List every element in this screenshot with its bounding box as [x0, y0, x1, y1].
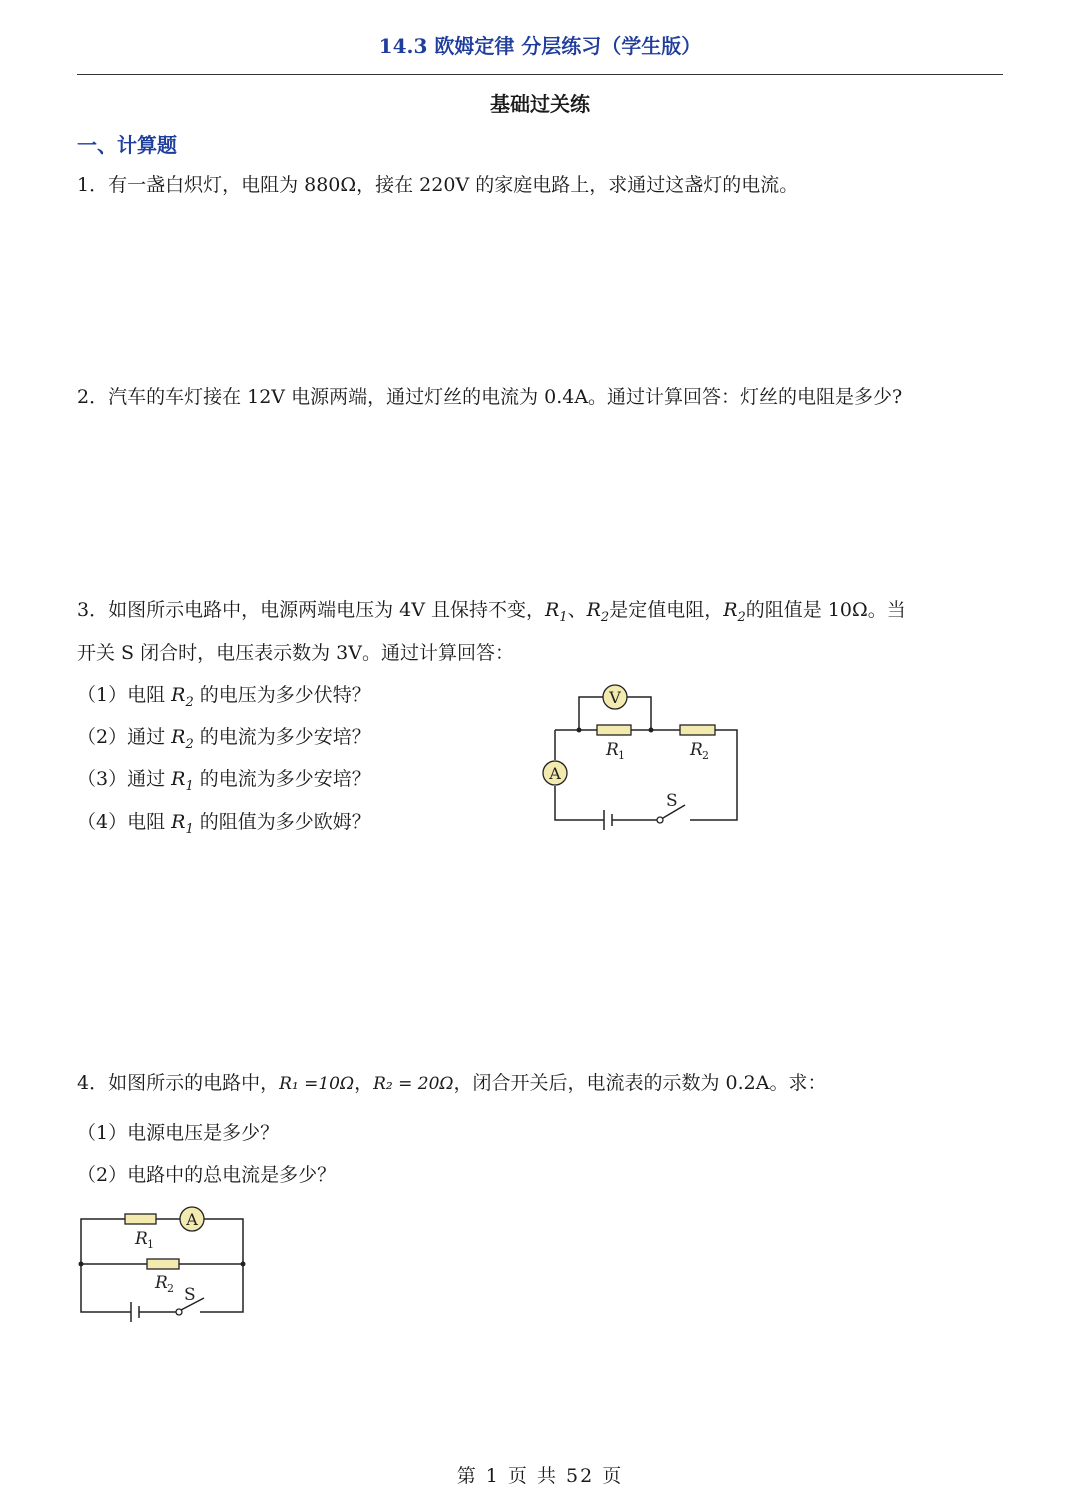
- q3-resistor-r1: [597, 725, 631, 735]
- q4-r1-label-sub: 1: [147, 1238, 154, 1251]
- q3-r1-label-sub: 1: [618, 749, 625, 762]
- q4-sub-2: （2）电路中的总电流是多少？: [77, 1164, 337, 1186]
- q3-sub-3-var: R: [171, 768, 186, 790]
- section-heading: 一、计算题: [77, 133, 177, 157]
- q3-sub-2: [77, 725, 371, 757]
- q3-r2-label-sub: 2: [702, 749, 709, 762]
- q3-sub-2-var-sub: 2: [185, 736, 194, 752]
- q4-wire-left: [81, 1219, 131, 1312]
- q3-sub-2-post: 的电流为多少安培？: [193, 726, 371, 748]
- q3-var-r1-sub: 1: [559, 609, 568, 625]
- q3-var-r2-sub: 2: [600, 609, 610, 625]
- question-1: 1．有一盏白炽灯，电阻为 880Ω，接在 220V 的家庭电路上，求通过这盏灯的电流。: [77, 174, 799, 196]
- q3-sep: 、: [567, 599, 587, 621]
- page-title: 14.3 欧姆定律 分层练习（学生版）: [378, 34, 702, 58]
- q4-junction-right: [241, 1262, 246, 1267]
- q3-var-r1: R: [544, 599, 560, 621]
- q3-sub-2-pre: （2）通过: [77, 726, 172, 748]
- question-4-line-1: [77, 1071, 827, 1096]
- q3-ammeter-label: A: [549, 764, 561, 783]
- q3-switch-contact: [657, 817, 663, 823]
- q3-text-a: 3．如图所示电路中，电源两端电压为 4V 且保持不变，: [77, 599, 545, 621]
- q3-sub-1-pre: （1）电阻: [77, 684, 172, 706]
- header-rule: [77, 74, 1003, 75]
- q3-junction-left: [577, 728, 582, 733]
- q3-sub-2-var: R: [171, 726, 186, 748]
- q4-text-a: 4．如图所示的电路中，: [77, 1072, 280, 1094]
- q3-sub-4-post: 的阻值为多少欧姆？: [193, 811, 371, 833]
- q4-resistor-r1: [125, 1214, 156, 1224]
- q3-var-r2: R: [586, 599, 601, 621]
- q4-wire-right: [200, 1219, 243, 1312]
- q3-switch-label: S: [666, 791, 678, 811]
- q4-circuit-diagram: [70, 1200, 260, 1340]
- q3-sub-3-var-sub: 1: [185, 778, 194, 794]
- q3-sub-1: [77, 683, 371, 715]
- q3-resistor-r2: [680, 725, 715, 735]
- q3-text-b: 是定值电阻，: [609, 599, 724, 621]
- q3-sub-3: [77, 767, 371, 799]
- q3-wire-left-bottom: [555, 786, 604, 820]
- q4-sub-1: （1）电源电压是多少？: [77, 1122, 280, 1144]
- q4-text-b: ，闭合开关后，电流表的示数为 0.2A。求：: [453, 1072, 827, 1094]
- q3-sub-3-pre: （3）通过: [77, 768, 172, 790]
- q4-r2-label: R: [155, 1273, 168, 1293]
- q4-comma: ，: [354, 1072, 374, 1094]
- q3-sub-4: [77, 810, 371, 842]
- q3-var-r2b-sub: 2: [737, 609, 746, 625]
- q3-sub-1-var-sub: 2: [185, 694, 194, 710]
- section-subtitle: 基础过关练: [490, 92, 590, 116]
- q4-eq-r2: R₂ = 20Ω: [373, 1074, 454, 1094]
- q3-var-r2b: R: [723, 599, 738, 621]
- q3-r2-label: R: [690, 740, 703, 760]
- q3-circuit-diagram: [530, 676, 760, 836]
- q4-eq-r1: R₁ =10Ω: [279, 1074, 355, 1094]
- q3-sub-4-pre: （4）电阻: [77, 811, 172, 833]
- q3-sub-3-post: 的电流为多少安培？: [193, 768, 371, 790]
- q3-sub-4-var-sub: 1: [185, 821, 194, 837]
- q4-r2-label-sub: 2: [167, 1282, 174, 1295]
- q3-text-c: 的阻值是 10Ω。当: [745, 599, 906, 621]
- q3-sub-4-var: R: [171, 811, 186, 833]
- question-3-line-1: [77, 598, 906, 630]
- q3-junction-right: [649, 728, 654, 733]
- q4-ammeter-label: A: [186, 1210, 198, 1229]
- page-footer: 第 1 页 共 52 页: [456, 1465, 624, 1487]
- question-2: 2．汽车的车灯接在 12V 电源两端，通过灯丝的电流为 0.4A。通过计算回答：灯丝的电阻是多少?: [77, 386, 903, 408]
- q4-junction-left: [79, 1262, 84, 1267]
- question-3-line-2: 开关 S 闭合时，电压表示数为 3V。通过计算回答：: [77, 642, 514, 664]
- q3-sub-1-post: 的电压为多少伏特？: [193, 684, 371, 706]
- q3-voltmeter-label: V: [609, 688, 621, 707]
- q3-sub-1-var: R: [171, 684, 186, 706]
- q4-r1-label: R: [135, 1229, 148, 1249]
- q4-switch-label: S: [184, 1285, 196, 1305]
- q4-switch-contact: [176, 1309, 182, 1315]
- q4-resistor-r2: [147, 1259, 179, 1269]
- q3-r1-label: R: [606, 740, 619, 760]
